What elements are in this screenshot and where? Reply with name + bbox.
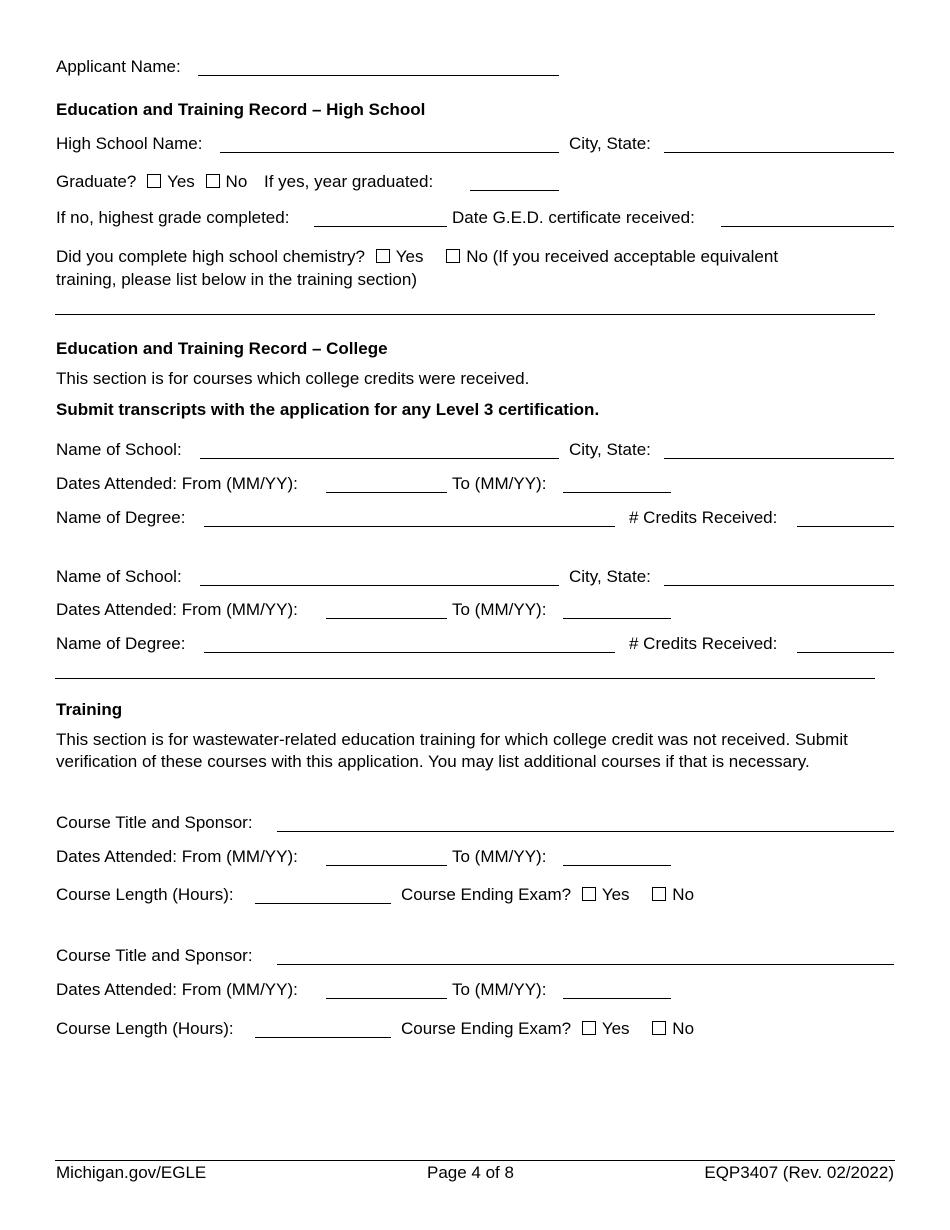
footer-form-number: EQP3407 (Rev. 02/2022) bbox=[704, 1163, 894, 1182]
exam-yes-label: Yes bbox=[601, 1019, 630, 1038]
credits-input[interactable] bbox=[797, 507, 894, 527]
college-heading: Education and Training Record – College bbox=[56, 339, 388, 358]
chemistry-yes-label: Yes bbox=[395, 247, 424, 266]
highest-grade-label: If no, highest grade completed: bbox=[56, 208, 290, 227]
exam-yes-label: Yes bbox=[601, 885, 630, 904]
school-city-label: City, State: bbox=[569, 440, 651, 459]
chemistry-note: training, please list below in the training section) bbox=[56, 270, 417, 289]
dates-from-label: Dates Attended: From (MM/YY): bbox=[56, 474, 298, 493]
exam-no-label: No bbox=[672, 1019, 695, 1038]
degree-input[interactable] bbox=[204, 633, 615, 653]
course-dates-from-label: Dates Attended: From (MM/YY): bbox=[56, 980, 298, 999]
course-length-input[interactable] bbox=[255, 1018, 391, 1038]
year-graduated-input[interactable] bbox=[470, 171, 559, 191]
course-length-label: Course Length (Hours): bbox=[56, 1019, 234, 1038]
chemistry-no-label: No (If you received acceptable equivalent bbox=[466, 247, 779, 266]
course-title-input[interactable] bbox=[277, 945, 894, 965]
chemistry-yes-checkbox[interactable] bbox=[376, 249, 390, 263]
graduate-yes-checkbox[interactable] bbox=[147, 174, 161, 188]
course-dates-from-label: Dates Attended: From (MM/YY): bbox=[56, 847, 298, 866]
applicant-name-label: Applicant Name: bbox=[56, 57, 181, 76]
school-city-label: City, State: bbox=[569, 567, 651, 586]
course-title-input[interactable] bbox=[277, 812, 894, 832]
graduate-no-label: No bbox=[225, 172, 248, 191]
footer-site-link[interactable]: Michigan.gov/EGLE bbox=[56, 1163, 207, 1182]
course-dates-to-label: To (MM/YY): bbox=[452, 980, 547, 999]
year-graduated-label: If yes, year graduated: bbox=[264, 172, 434, 191]
college-intro: This section is for courses which college credits were received. bbox=[56, 369, 530, 388]
school-city-input[interactable] bbox=[664, 566, 894, 586]
training-intro: This section is for wastewater-related education training for which college credit was not received. Submit verification of these courses with this application. You may list additional courses if that is necessary. bbox=[56, 730, 848, 771]
course-dates-from-input[interactable] bbox=[326, 979, 447, 999]
school-name-label: Name of School: bbox=[56, 440, 182, 459]
ged-date-input[interactable] bbox=[721, 207, 894, 227]
applicant-name-input[interactable] bbox=[198, 56, 559, 76]
school-name-label: Name of School: bbox=[56, 567, 182, 586]
school-name-input[interactable] bbox=[200, 566, 559, 586]
high-school-city-label: City, State: bbox=[569, 134, 651, 153]
graduate-no-checkbox[interactable] bbox=[206, 174, 220, 188]
course-length-label: Course Length (Hours): bbox=[56, 885, 234, 904]
dates-to-input[interactable] bbox=[563, 473, 671, 493]
dates-from-label: Dates Attended: From (MM/YY): bbox=[56, 600, 298, 619]
course-dates-to-label: To (MM/YY): bbox=[452, 847, 547, 866]
dates-to-input[interactable] bbox=[563, 599, 671, 619]
high-school-name-label: High School Name: bbox=[56, 134, 203, 153]
exam-row bbox=[401, 885, 694, 905]
chemistry-row bbox=[56, 247, 778, 267]
college-transcript-note: Submit transcripts with the application for any Level 3 certification. bbox=[56, 400, 600, 419]
credits-label: # Credits Received: bbox=[629, 634, 778, 653]
high-school-city-input[interactable] bbox=[664, 133, 894, 153]
section-divider bbox=[55, 678, 875, 679]
school-name-input[interactable] bbox=[200, 439, 559, 459]
high-school-heading: Education and Training Record – High School bbox=[56, 100, 426, 119]
training-heading: Training bbox=[56, 700, 123, 719]
degree-label: Name of Degree: bbox=[56, 634, 186, 653]
graduate-yes-label: Yes bbox=[167, 172, 195, 191]
exam-no-checkbox[interactable] bbox=[652, 887, 666, 901]
degree-input[interactable] bbox=[204, 507, 615, 527]
highest-grade-input[interactable] bbox=[314, 207, 447, 227]
course-dates-to-input[interactable] bbox=[563, 846, 671, 866]
exam-yes-checkbox[interactable] bbox=[582, 887, 596, 901]
graduate-label: Graduate? bbox=[56, 172, 137, 191]
dates-from-input[interactable] bbox=[326, 473, 447, 493]
chemistry-question: Did you complete high school chemistry? bbox=[56, 247, 365, 266]
exam-row bbox=[401, 1019, 694, 1039]
degree-label: Name of Degree: bbox=[56, 508, 186, 527]
course-title-label: Course Title and Sponsor: bbox=[56, 813, 253, 832]
dates-to-label: To (MM/YY): bbox=[452, 600, 547, 619]
course-title-label: Course Title and Sponsor: bbox=[56, 946, 253, 965]
footer-rule bbox=[55, 1160, 895, 1161]
graduate-row bbox=[56, 172, 433, 192]
course-length-input[interactable] bbox=[255, 884, 391, 904]
credits-input[interactable] bbox=[797, 633, 894, 653]
high-school-name-input[interactable] bbox=[220, 133, 559, 153]
school-city-input[interactable] bbox=[664, 439, 894, 459]
dates-from-input[interactable] bbox=[326, 599, 447, 619]
chemistry-no-checkbox[interactable] bbox=[446, 249, 460, 263]
exam-label: Course Ending Exam? bbox=[401, 885, 572, 904]
credits-label: # Credits Received: bbox=[629, 508, 778, 527]
exam-no-checkbox[interactable] bbox=[652, 1021, 666, 1035]
exam-no-label: No bbox=[672, 885, 695, 904]
course-dates-from-input[interactable] bbox=[326, 846, 447, 866]
ged-date-label: Date G.E.D. certificate received: bbox=[452, 208, 695, 227]
section-divider bbox=[55, 314, 875, 315]
footer-page-number: Page 4 of 8 bbox=[427, 1163, 514, 1182]
exam-yes-checkbox[interactable] bbox=[582, 1021, 596, 1035]
exam-label: Course Ending Exam? bbox=[401, 1019, 572, 1038]
dates-to-label: To (MM/YY): bbox=[452, 474, 547, 493]
course-dates-to-input[interactable] bbox=[563, 979, 671, 999]
